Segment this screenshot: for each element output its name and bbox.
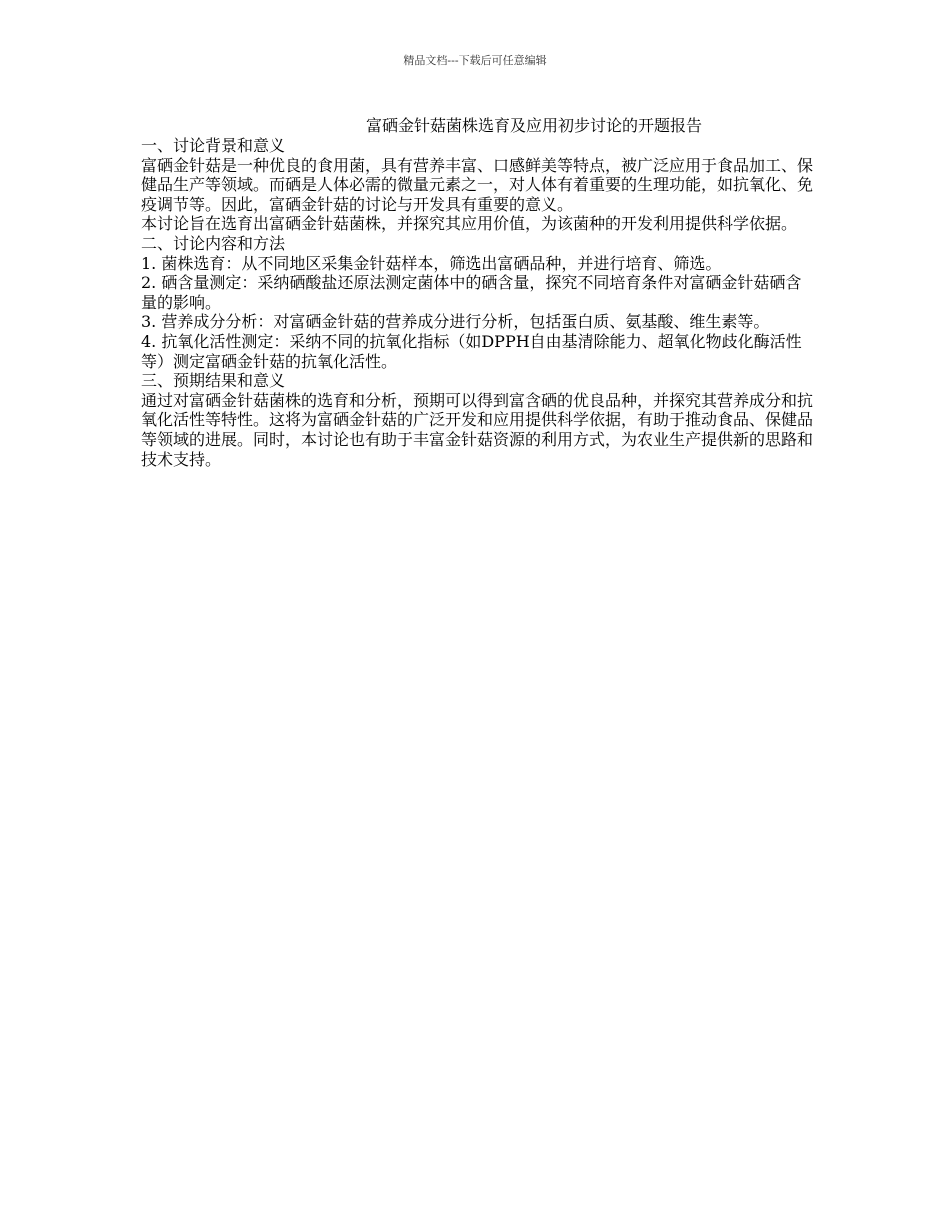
method-item-selenium-measurement: 2. 硒含量测定：采纳硒酸盐还原法测定菌体中的硒含量，探究不同培育条件对富硒金针菇硒含量的影响。 bbox=[141, 273, 802, 312]
section-heading-methods: 二、讨论内容和方法 bbox=[141, 233, 286, 253]
document-body bbox=[141, 136, 813, 469]
page-header: 精品文档---下载后可任意编辑 bbox=[403, 54, 547, 67]
section-heading-expected-results: 三、预期结果和意义 bbox=[141, 371, 286, 391]
method-item-antioxidant-test: 4. 抗氧化活性测定：采纳不同的抗氧化指标（如DPPH自由基清除能力、超氧化物歧化酶活性等）测定富硒金针菇的抗氧化活性。 bbox=[141, 331, 802, 371]
method-item-nutrition-analysis: 3. 营养成分分析：对富硒金针菇的营养成分进行分析，包括蛋白质、氨基酸、维生素等。 bbox=[141, 312, 770, 332]
expected-results-paragraph: 通过对富硒金针菇菌株的选育和分析，预期可以得到富含硒的优良品种，并探究其营养成分和抗氧化活性等特性。这将为富硒金针菇的广泛开发和应用提供科学依据，有助于推动食品、保健品等领域的进展。同时，本讨论也有助于丰富金针菇资源的利用方式，为农业生产提供新的思路和技术支持。 bbox=[141, 390, 814, 469]
method-item-strain-selection: 1. 菌株选育：从不同地区采集金针菇样本，筛选出富硒品种，并进行培育、筛选。 bbox=[141, 253, 722, 273]
document-title: 富硒金针菇菌株选育及应用初步讨论的开题报告 bbox=[366, 116, 703, 135]
objective-paragraph: 本讨论旨在选育出富硒金针菇菌株，并探究其应用价值，为该菌种的开发利用提供科学依据。 bbox=[141, 214, 798, 234]
section-heading-background: 一、讨论背景和意义 bbox=[141, 136, 286, 155]
background-paragraph: 富硒金针菇是一种优良的食用菌，具有营养丰富、口感鲜美等特点，被广泛应用于食品加工、保健品生产等领域。而硒是人体必需的微量元素之一，对人体有着重要的生理功能，如抗氧化、免疫调节等。因此，富硒金针菇的讨论与开发具有重要的意义。 bbox=[141, 155, 814, 214]
